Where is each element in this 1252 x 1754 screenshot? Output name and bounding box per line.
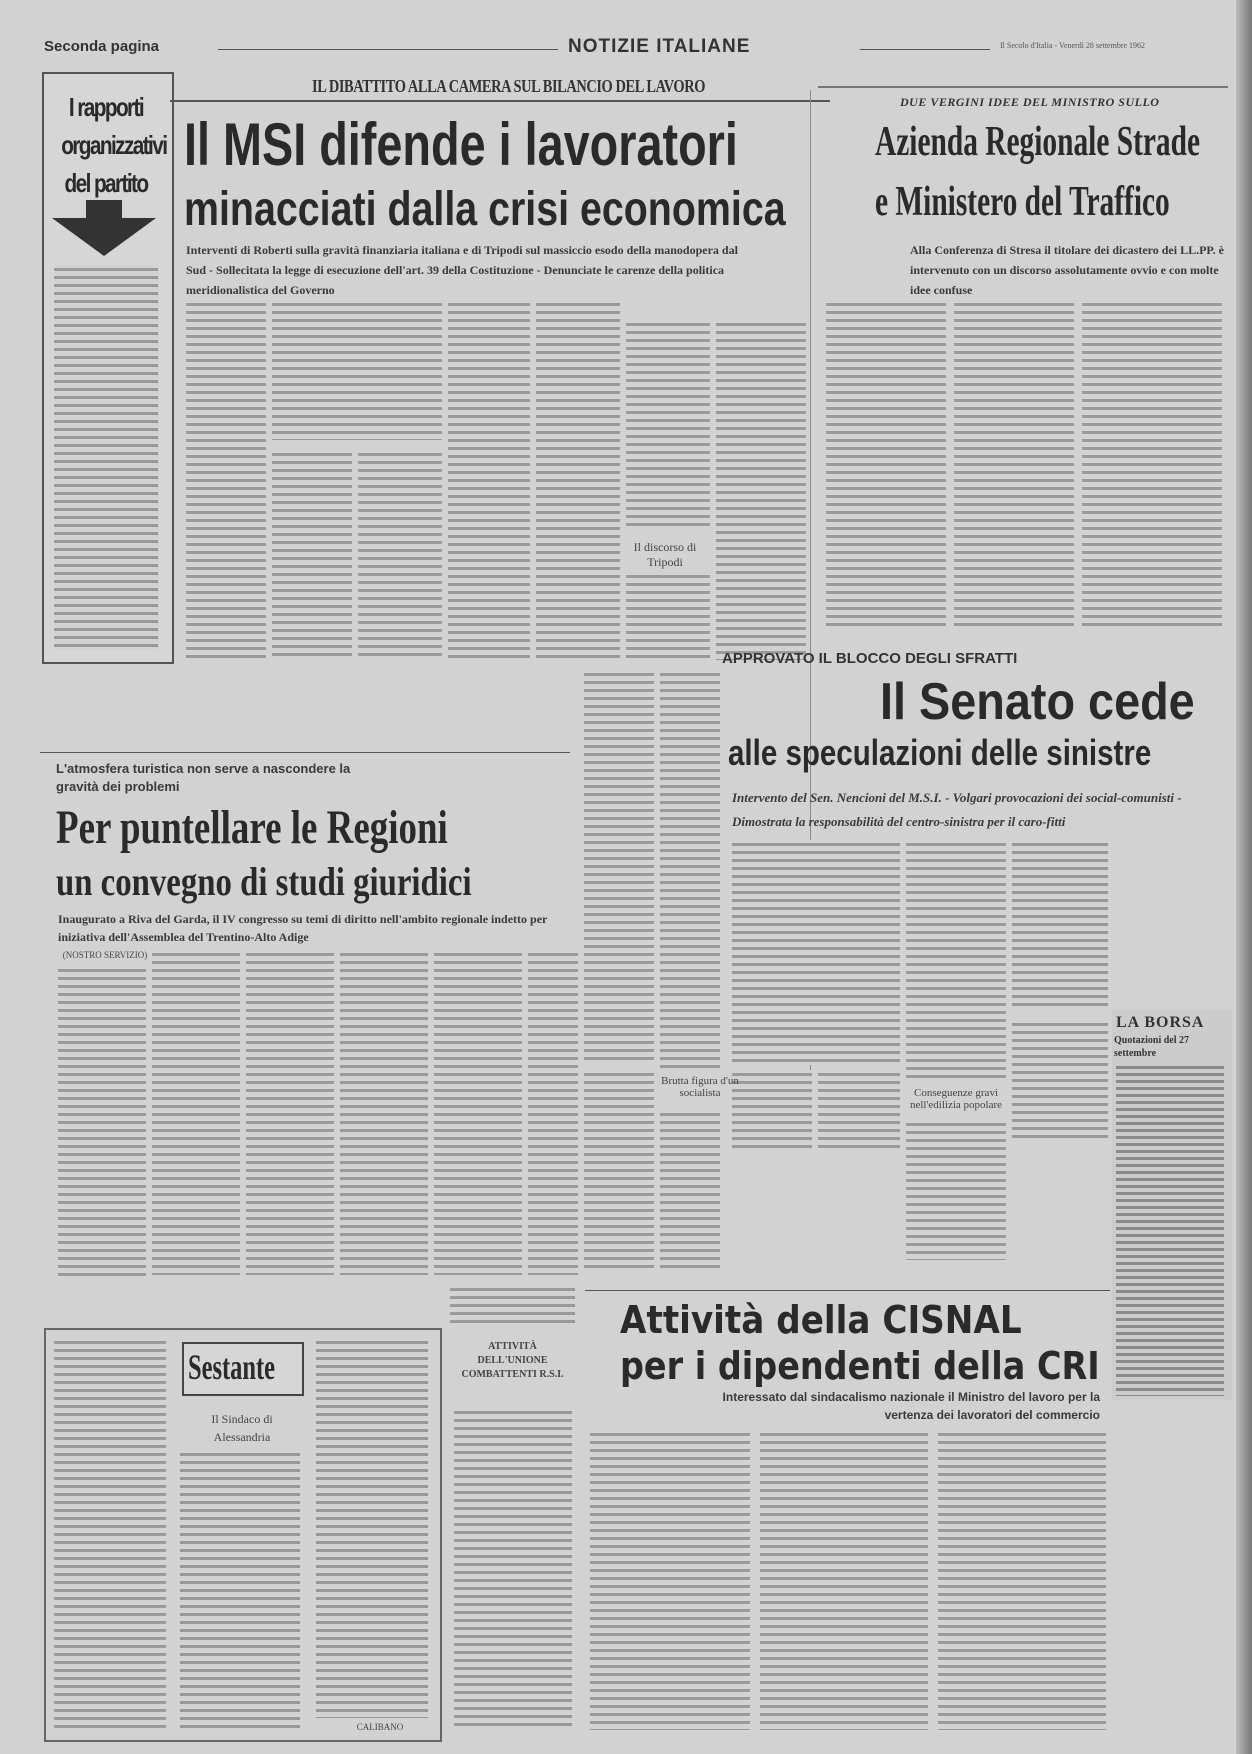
body-column bbox=[454, 1408, 572, 1730]
body-column bbox=[448, 300, 530, 660]
traffic-kicker: DUE VERGINI IDEE DEL MINISTRO SULLO bbox=[900, 95, 1160, 109]
divider bbox=[585, 1290, 1110, 1291]
dateline: Il Secolo d'Italia - Venerdì 28 settembre 1962 bbox=[1000, 41, 1146, 50]
body-column bbox=[906, 1120, 1006, 1260]
body-column bbox=[272, 300, 442, 440]
traffic-headline-1: Azienda Regionale Strade bbox=[875, 119, 1201, 165]
senato-headline-2: alle speculazioni delle sinistre bbox=[728, 732, 1152, 773]
sestante-subtitle: Il Sindaco di Alessandria bbox=[211, 1412, 273, 1444]
body-column bbox=[272, 450, 352, 660]
body-column bbox=[954, 300, 1074, 630]
sestante-title: Sestante bbox=[188, 1347, 276, 1387]
msi-headline-2: minacciati dalla crisi economica bbox=[184, 183, 786, 236]
body-column bbox=[450, 1285, 575, 1325]
body-column bbox=[584, 1070, 654, 1270]
traffic-headline-2: e Ministero del Traffico bbox=[875, 179, 1170, 225]
arrow-shaft bbox=[86, 200, 122, 220]
stock-table bbox=[1116, 1064, 1224, 1396]
borsa-subtitle: Quotazioni del 27 settembre bbox=[1114, 1035, 1190, 1059]
senato-deck: Intervento del Sen. Nencioni del M.S.I. - Volgari provocazioni dei social-comunisti - Dimostrata la responsabilità del centro-sinistra per il caro-fitti bbox=[732, 790, 1182, 829]
msi-subhead: Il discorso di Tripodi bbox=[633, 540, 697, 569]
body-column bbox=[584, 670, 654, 1060]
body-column bbox=[826, 300, 946, 630]
senato-headline-1: Il Senato cede bbox=[880, 673, 1195, 731]
traffic-deck: Alla Conferenza di Stresa il titolare dei dicastero dei LL.PP. è intervenuto con un discorso assolutamente ovvio e con molte idee confuse bbox=[910, 243, 1224, 297]
divider bbox=[40, 752, 570, 753]
body-column bbox=[626, 572, 710, 660]
msi-kicker: IL DIBATTITO ALLA CAMERA SUL BILANCIO DEL LAVORO bbox=[312, 76, 706, 96]
body-column bbox=[590, 1430, 750, 1730]
body-column bbox=[54, 1338, 166, 1728]
body-column bbox=[732, 840, 900, 1065]
sestante-signature: CALIBANO bbox=[356, 1722, 404, 1732]
body-column bbox=[316, 1338, 428, 1718]
regioni-headline-2: un convegno di studi giuridici bbox=[56, 859, 472, 904]
body-column bbox=[152, 950, 240, 1275]
senato-subhead-1: Brutta figura d'un socialista bbox=[661, 1075, 739, 1099]
page-edge-shadow bbox=[1236, 0, 1252, 1754]
body-column bbox=[536, 300, 620, 660]
body-column bbox=[906, 840, 1006, 1080]
body-column bbox=[180, 1450, 300, 1730]
regioni-headline-1: Per puntellare le Regioni bbox=[56, 801, 448, 854]
body-column bbox=[528, 950, 578, 1275]
body-column bbox=[732, 1070, 812, 1150]
divider bbox=[818, 86, 1228, 88]
sidebar-body-text bbox=[54, 265, 158, 650]
section-label: Seconda pagina bbox=[44, 38, 160, 55]
divider bbox=[218, 49, 558, 50]
page-section-title: NOTIZIE ITALIANE bbox=[568, 36, 751, 57]
arrow-down-icon bbox=[52, 218, 156, 256]
regioni-byline: (NOSTRO SERVIZIO) bbox=[62, 950, 148, 960]
body-column bbox=[434, 950, 522, 1275]
body-column bbox=[358, 450, 442, 660]
cisnal-headline-1: Attività della CISNAL bbox=[620, 1298, 1022, 1342]
body-column bbox=[760, 1430, 928, 1730]
body-column bbox=[660, 1110, 720, 1270]
senato-subhead-2: Conseguenze gravi nell'edilizia popolare bbox=[909, 1087, 1003, 1111]
body-column bbox=[660, 670, 720, 1070]
borsa-title: LA BORSA bbox=[1116, 1014, 1205, 1031]
body-column bbox=[58, 966, 146, 1276]
body-column bbox=[938, 1430, 1106, 1730]
cisnal-headline-2: per i dipendenti della CRI bbox=[620, 1344, 1100, 1388]
body-column bbox=[1082, 300, 1222, 630]
divider bbox=[170, 100, 830, 102]
body-column bbox=[340, 950, 428, 1275]
body-column bbox=[1012, 840, 1108, 1010]
body-column bbox=[818, 1070, 900, 1150]
combattenti-title: ATTIVITÀ DELL'UNIONE COMBATTENTI R.S.I. bbox=[461, 1341, 564, 1380]
body-column bbox=[246, 950, 334, 1275]
body-column bbox=[186, 300, 266, 660]
senato-kicker: APPROVATO IL BLOCCO DEGLI SFRATTI bbox=[722, 650, 1018, 667]
body-column bbox=[626, 320, 710, 530]
msi-headline-1: Il MSI difende i lavoratori bbox=[184, 111, 738, 178]
regioni-kicker: L'atmosfera turistica non serve a nascondere la gravità dei problemi bbox=[56, 761, 351, 794]
body-column bbox=[716, 320, 806, 660]
divider bbox=[860, 49, 990, 50]
cisnal-deck: Interessato dal sindacalismo nazionale il Ministro del lavoro per la vertenza dei lavoratori del commercio bbox=[722, 1390, 1100, 1422]
body-column bbox=[1012, 1020, 1108, 1140]
sidebar-box-title: I rapporti organizzativi del partito bbox=[61, 92, 167, 198]
msi-deck: Interventi di Roberti sulla gravità finanziaria italiana e di Tripodi sul massiccio esodo della manodopera dal Sud - Sollecitata la legge di esecuzione dell'art. 39 della Costituzione - Denunciate le carenze della politica meridionalistica del Governo bbox=[186, 243, 738, 297]
regioni-deck: Inaugurato a Riva del Garda, il IV congresso su temi di diritto nell'ambito regionale indetto per iniziativa dell'Assemblea del Trentino-Alto Adige bbox=[58, 912, 548, 944]
